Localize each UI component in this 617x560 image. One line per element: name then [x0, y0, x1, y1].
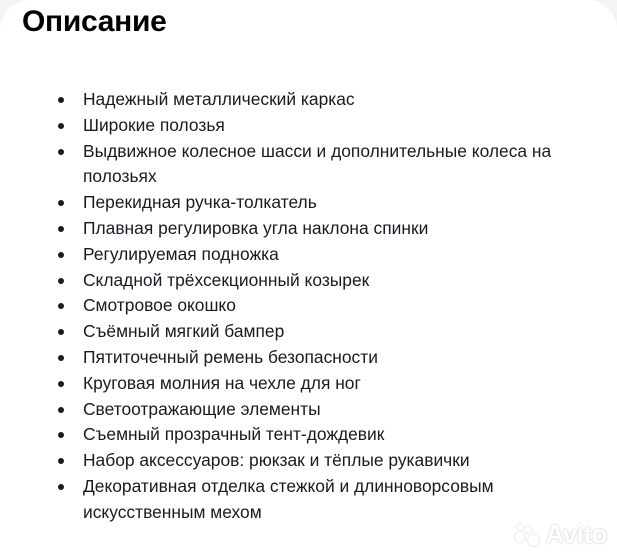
- list-item: [58, 242, 588, 268]
- bullet-icon: [58, 432, 64, 438]
- bullet-icon: [58, 329, 64, 335]
- bullet-icon: [58, 484, 64, 490]
- bullet-icon: [58, 123, 64, 129]
- list-item-text: Смотровое окошко: [83, 295, 236, 316]
- avito-watermark: [515, 519, 607, 550]
- list-item: [58, 397, 588, 423]
- list-item: [58, 190, 588, 216]
- bullet-icon: [58, 226, 64, 232]
- list-item-text: Регулируемая подножка: [83, 243, 279, 264]
- list-item-text: Перекидная ручка-толкатель: [83, 192, 317, 213]
- list-item-text: Плавная регулировка угла наклона спинки: [83, 217, 429, 238]
- list-item-text: Пятиточечный ремень безопасности: [83, 346, 378, 367]
- section-title: Описание: [22, 5, 167, 38]
- list-item-text: Складной трёхсекционный козырек: [83, 269, 370, 290]
- avito-watermark-text: Avito: [545, 519, 607, 549]
- list-item-text: Декоративная отделка стежкой и длинноворсовым искусственным мехом: [83, 475, 494, 522]
- list-item: [58, 268, 588, 294]
- list-item-text: Набор аксессуаров: рюкзак и тёплые рукавички: [83, 450, 470, 471]
- list-item: [58, 87, 588, 113]
- bullet-icon: [58, 407, 64, 413]
- bullet-icon: [58, 149, 64, 155]
- features-list: [58, 87, 588, 526]
- list-item: [58, 474, 588, 526]
- list-item: [58, 345, 588, 371]
- list-item-text: Широкие полозья: [83, 114, 225, 135]
- list-item: [58, 448, 588, 474]
- list-item-text: Светоотражающие элементы: [83, 398, 321, 419]
- list-item: [58, 139, 588, 191]
- list-item: [58, 293, 588, 319]
- bullet-icon: [58, 97, 64, 103]
- bullet-icon: [58, 252, 64, 258]
- list-item-text: Съемный прозрачный тент-дождевик: [83, 424, 385, 445]
- list-item-text: Надежный металлический каркас: [83, 89, 355, 109]
- list-item: [58, 113, 588, 139]
- list-item-text: Съёмный мягкий бампер: [83, 321, 285, 342]
- bullet-icon: [58, 278, 64, 284]
- bullet-icon: [58, 303, 64, 309]
- list-item: [58, 422, 588, 448]
- bullet-icon: [58, 381, 64, 387]
- avito-dots-icon: [515, 524, 541, 546]
- bullet-icon: [58, 200, 64, 206]
- bullet-icon: [58, 458, 64, 464]
- list-item: [58, 371, 588, 397]
- list-item: [58, 319, 588, 345]
- list-item-text: Выдвижное колесное шасси и дополнительные колеса на полозьях: [83, 140, 552, 187]
- list-item: [58, 216, 588, 242]
- bullet-icon: [58, 355, 64, 361]
- list-item-text: Круговая молния на чехле для ног: [83, 372, 361, 393]
